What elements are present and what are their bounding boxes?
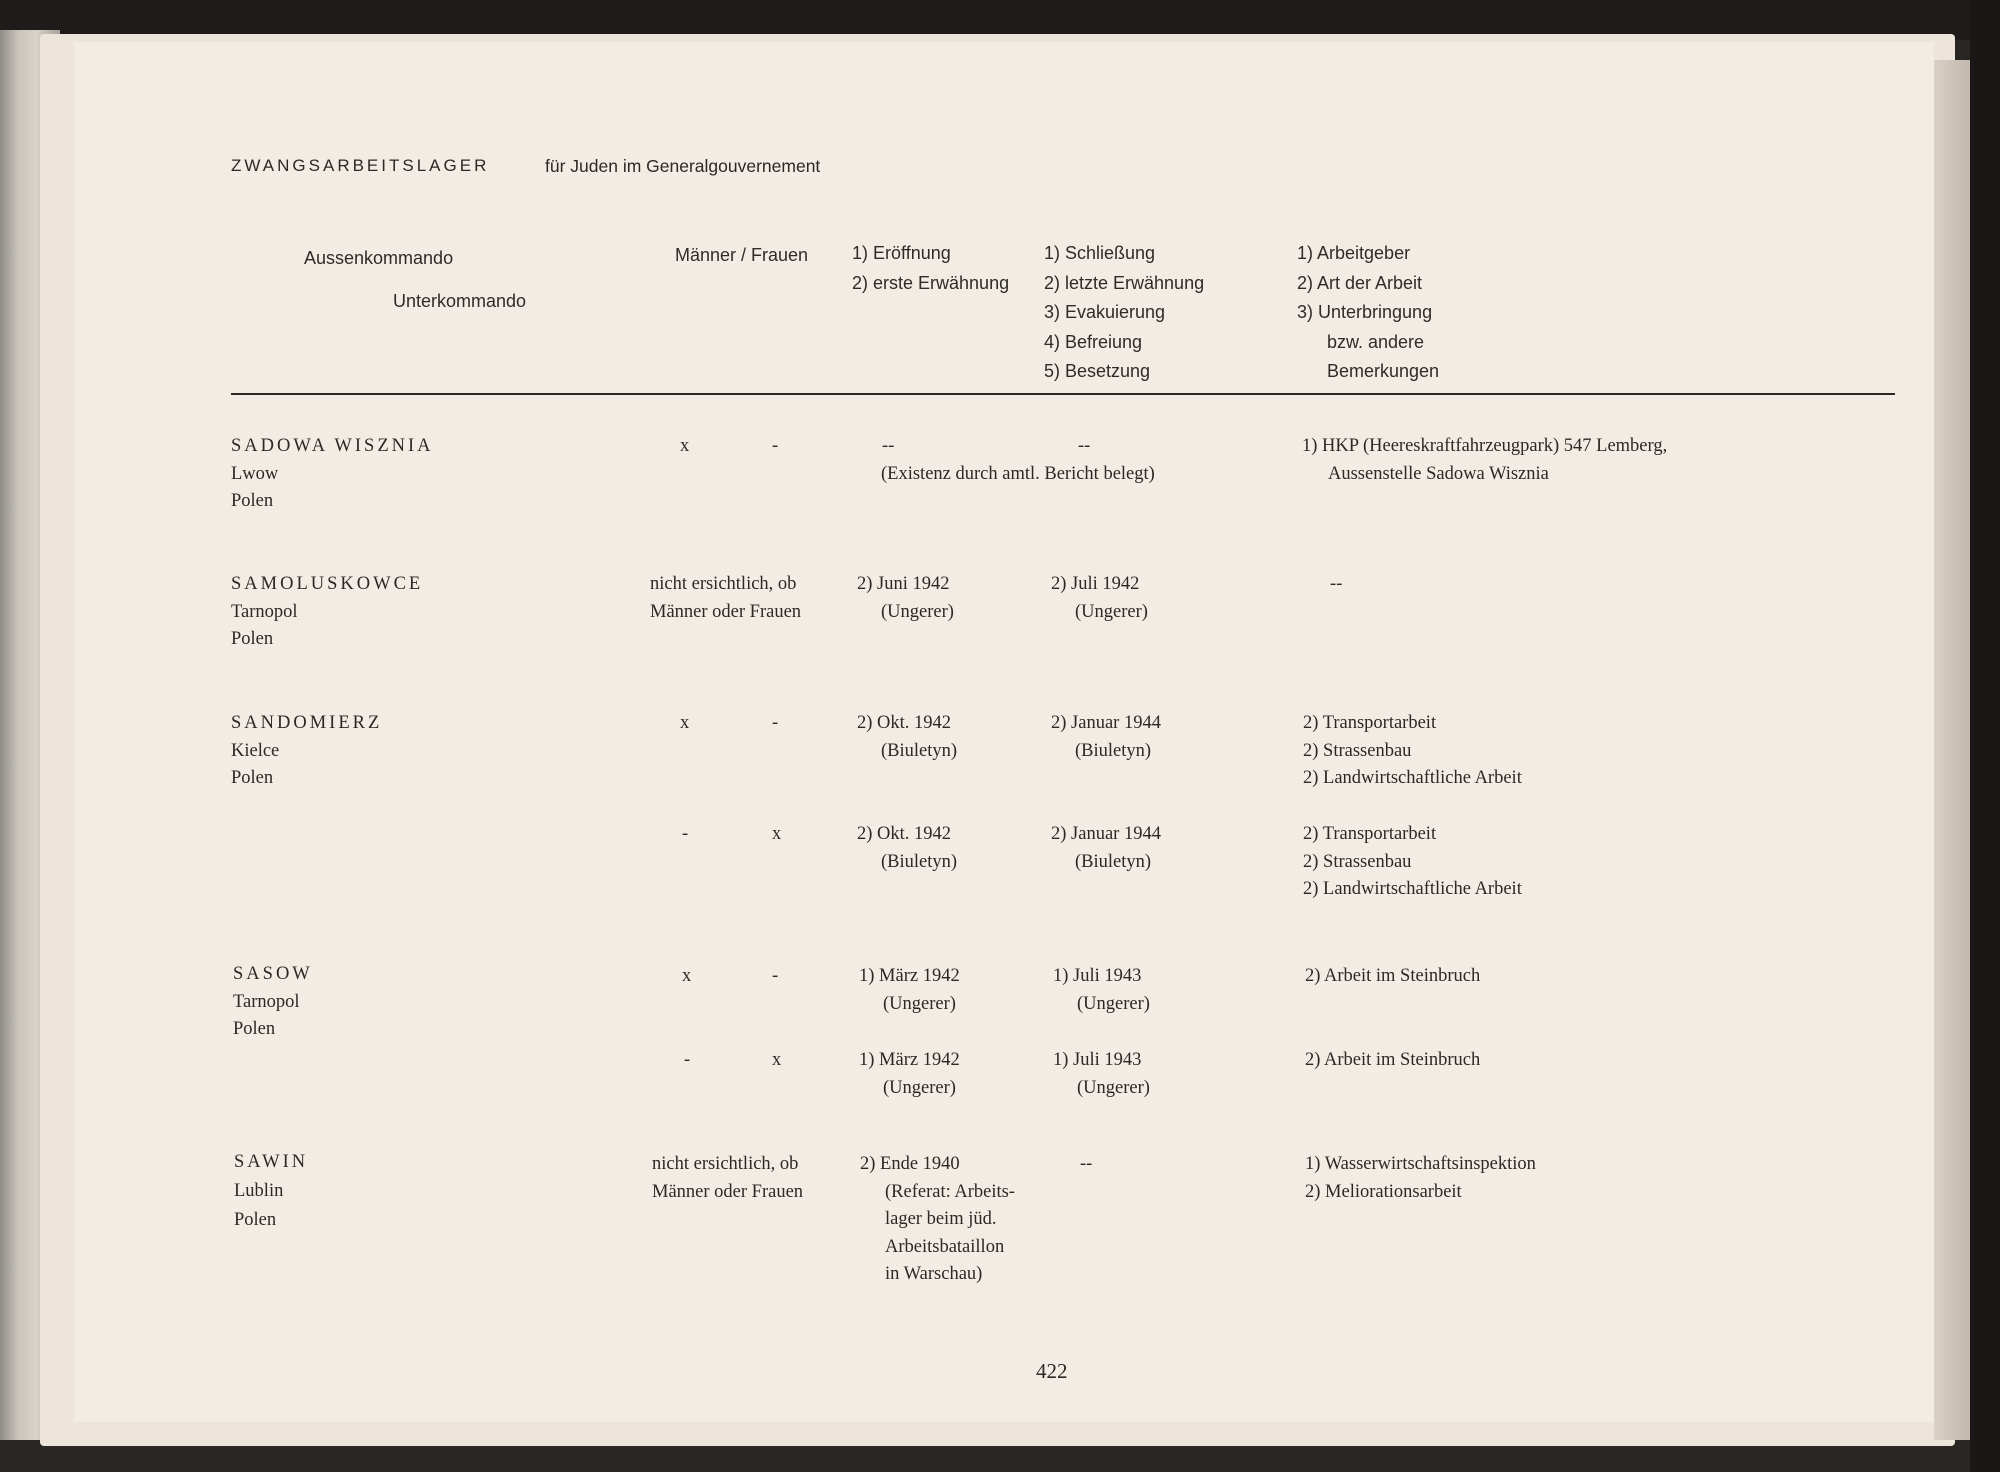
header-schliessung-line: 3) Evakuierung [1044, 302, 1166, 322]
existence-note: (Existenz durch amtl. Bericht belegt) [881, 464, 1155, 484]
open-date: -- [882, 436, 895, 456]
open-date [860, 1151, 1015, 1289]
header-eroeffnung-line: 2) erste Erwähnung [852, 272, 1010, 293]
date-source: (Biuletyn) [1075, 740, 1152, 761]
page-number: 422 [1036, 1359, 1068, 1383]
header-maenner-frauen: Männer / Frauen [675, 245, 809, 265]
header-arbeitgeber-line: 1) Arbeitgeber [1297, 243, 1411, 263]
work-info: -- [1330, 574, 1343, 594]
women-mark: x [772, 1050, 782, 1070]
date-line: 2) Ende 1940 [860, 1154, 960, 1174]
place-country: Polen [231, 768, 274, 788]
men-women-note [652, 1151, 803, 1206]
place-title: SAMOLUSKOWCE [231, 574, 424, 594]
place-title: SADOWA WISZNIA [231, 436, 434, 456]
close-date [1053, 1047, 1150, 1102]
header-arbeitgeber-line: 3) Unterbringung [1297, 302, 1433, 322]
women-mark: - [772, 713, 779, 733]
date-source: lager beim jüd. [885, 1209, 997, 1229]
header-eroeffnung [852, 239, 1009, 298]
note-line: nicht ersichtlich, ob [652, 1154, 799, 1174]
date-line: 2) Juli 1942 [1051, 574, 1140, 594]
place-name [231, 433, 434, 516]
place-district: Tarnopol [231, 601, 298, 622]
date-source: (Ungerer) [881, 601, 954, 622]
place-name [234, 1148, 308, 1235]
header-arbeitgeber-line: 2) Art der Arbeit [1297, 272, 1423, 293]
work-info [1305, 1151, 1536, 1206]
date-source: (Biuletyn) [881, 851, 958, 872]
header-divider [231, 393, 1895, 395]
date-source: Arbeitsbataillon [885, 1236, 1005, 1257]
work-info [1303, 821, 1522, 904]
work-info: 2) Arbeit im Steinbruch [1305, 966, 1481, 986]
women-mark: - [772, 966, 779, 986]
date-source: (Ungerer) [883, 1077, 956, 1098]
work-line: 1) Wasserwirtschaftsinspektion [1305, 1154, 1536, 1174]
header-aussenkommando: Aussenkommando [304, 248, 454, 268]
women-mark: x [772, 824, 782, 844]
place-country: Polen [233, 1019, 276, 1039]
close-date [1051, 571, 1148, 626]
page-title: ZWANGSARBEITSLAGER [231, 156, 490, 175]
work-line: 2) Transportarbeit [1303, 713, 1437, 733]
work-line: 1) HKP (Heereskraftfahrzeugpark) 547 Lemberg, [1302, 436, 1668, 456]
date-line: 1) März 1942 [859, 1050, 960, 1070]
work-line: Aussenstelle Sadowa Wisznia [1328, 463, 1549, 484]
work-line: 2) Strassenbau [1303, 740, 1412, 761]
header-schliessung-line: 5) Besetzung [1044, 361, 1151, 381]
men-mark: x [682, 966, 692, 986]
header-schliessung-line: 2) letzte Erwähnung [1044, 272, 1205, 293]
date-line: 2) Juni 1942 [857, 574, 950, 594]
place-name [233, 961, 313, 1044]
page-fold [1934, 60, 1970, 1440]
date-source: (Ungerer) [1075, 601, 1148, 622]
work-line: 2) Transportarbeit [1303, 824, 1437, 844]
men-women-note [650, 571, 801, 626]
header-schliessung-line: 1) Schließung [1044, 243, 1156, 263]
close-date [1051, 821, 1161, 876]
work-line: 2) Landwirtschaftliche Arbeit [1303, 879, 1522, 899]
place-district: Lwow [231, 463, 279, 484]
work-info [1303, 710, 1522, 793]
place-country: Polen [231, 491, 274, 511]
header-unterkommando: Unterkommando [393, 291, 527, 311]
date-line: 2) Okt. 1942 [857, 713, 952, 733]
close-date [1053, 963, 1150, 1018]
work-line: 2) Meliorationsarbeit [1305, 1181, 1462, 1202]
men-mark: x [680, 713, 690, 733]
open-date [859, 1047, 960, 1102]
header-schliessung [1044, 239, 1204, 387]
background-right [1970, 0, 2000, 1472]
work-info [1302, 433, 1667, 488]
note-line: Männer oder Frauen [650, 601, 802, 622]
date-line: 1) Juli 1943 [1053, 1050, 1142, 1070]
close-date [1051, 710, 1161, 765]
date-source: (Ungerer) [883, 993, 956, 1014]
date-line: 1) Juli 1943 [1053, 966, 1142, 986]
close-date: -- [1080, 1154, 1093, 1174]
header-schliessung-line: 4) Befreiung [1044, 331, 1143, 352]
place-country: Polen [231, 629, 274, 649]
place-title: SAWIN [234, 1152, 309, 1172]
date-source: (Ungerer) [1077, 1077, 1150, 1098]
open-date [857, 710, 957, 765]
note-line: nicht ersichtlich, ob [650, 574, 797, 594]
open-date [859, 963, 960, 1018]
place-name [231, 571, 423, 654]
place-district: Tarnopol [233, 991, 300, 1012]
header-arbeitgeber [1297, 239, 1439, 387]
men-mark: x [680, 436, 690, 456]
open-date [857, 571, 954, 626]
date-source: (Ungerer) [1077, 993, 1150, 1014]
close-date: -- [1078, 436, 1091, 456]
place-district: Lublin [234, 1181, 284, 1201]
women-mark: - [772, 436, 779, 456]
header-arbeitgeber-line: Bemerkungen [1327, 361, 1440, 381]
place-title: SANDOMIERZ [231, 713, 383, 733]
date-source: (Biuletyn) [1075, 851, 1152, 872]
date-line: 2) Januar 1944 [1051, 824, 1161, 844]
open-date [857, 821, 957, 876]
date-line: 2) Januar 1944 [1051, 713, 1161, 733]
place-district: Kielce [231, 740, 280, 761]
work-line: 2) Strassenbau [1303, 851, 1412, 872]
date-line: 2) Okt. 1942 [857, 824, 952, 844]
work-line: 2) Landwirtschaftliche Arbeit [1303, 768, 1522, 788]
date-source: (Biuletyn) [881, 740, 958, 761]
men-mark: - [682, 824, 689, 844]
work-info: 2) Arbeit im Steinbruch [1305, 1050, 1481, 1070]
page-subtitle: für Juden im Generalgouvernement [545, 156, 821, 176]
place-name [231, 710, 382, 793]
date-line: 1) März 1942 [859, 966, 960, 986]
note-line: Männer oder Frauen [652, 1181, 804, 1202]
date-source: (Referat: Arbeits- [885, 1181, 1015, 1202]
men-mark: - [684, 1050, 691, 1070]
place-title: SASOW [233, 964, 313, 984]
place-country: Polen [234, 1210, 277, 1230]
header-eroeffnung-line: 1) Eröffnung [852, 243, 951, 263]
date-source: in Warschau) [885, 1264, 983, 1284]
header-arbeitgeber-line: bzw. andere [1327, 331, 1425, 352]
